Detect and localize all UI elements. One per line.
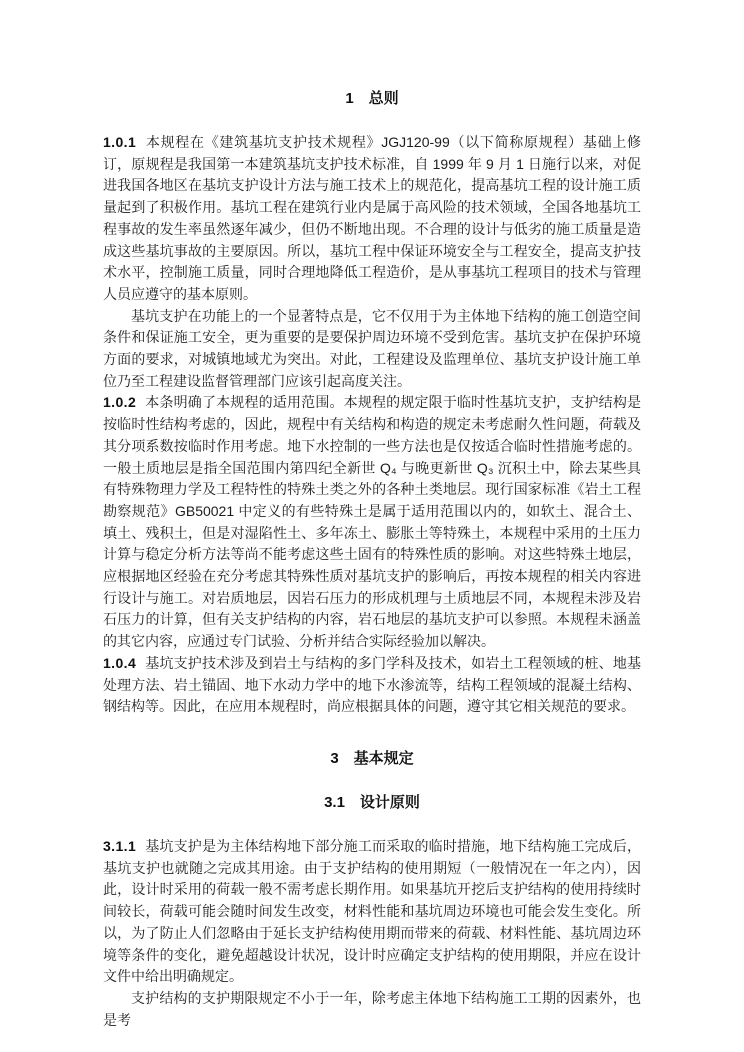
clause-1-0-1	[103, 132, 641, 306]
clause-1-0-2-text: 本条明确了本规程的适用范围。本规程的规定限于临时性基坑支护，支护结构是按临时性结构考虑的，因此，规程中有关结构和构造的规定未考虑耐久性问题，荷载及其分项系数按临时作用考虑。地下水控制的一些方法也是仅按适合临时性措施考虑的。一般土质地层是指全国范围内第四纪全新世 Q₄ 与晚更新世 Q₃ 沉积土中，除去某些具有特殊物理力学及工程特性的特殊土类之外的各种土类地层。现行国家标准《岩土工程勘察规范》GB50021 中定义的有些特殊土是属于适用范围以内的，如软土、混合土、填土、残积土，但是对湿陷性土、多年冻土、膨胀土等特殊土，本规程中采用的土压力计算与稳定分析方法等尚不能考虑这些土固有的特殊性质的影响。对这些特殊土地层，应根据地区经验在充分考虑其特殊性质对基坑支护的影响后，再按本规程的相关内容进行设计与施工。对岩质地层，因岩石压力的形成机理与土质地层不同，本规程未涉及岩石压力的计算，但有关支护结构的内容，岩石地层的基坑支护可以参照。本规程未涵盖的其它内容，应通过专门试验、分析并结合实际经验加以解决。	[103, 394, 641, 650]
clause-3-1-1-text: 基坑支护是为主体结构地下部分施工而采取的临时措施，地下结构施工完成后，基坑支护也就随之完成其用途。由于支护结构的使用期短（一般情况在一年之内），因此，设计时采用的荷载一般不需考虑长期作用。如果基坑开挖后支护结构的使用持续时间较长，荷载可能会随时间发生改变，材料性能和基坑周边环境也可能会发生变化。所以，为了防止人们忽略由于延长支护结构使用期而带来的荷载、材料性能、基坑周边环境等条件的变化，避免超越设计状况，设计时应确定支护结构的使用期限，并应在设计文件中给出明确规定。	[103, 837, 641, 985]
clause-3-1-1-number: 3.1.1	[103, 837, 137, 854]
clause-1-0-1-number: 1.0.1	[103, 134, 137, 150]
clause-1-0-4-text: 基坑支护技术涉及到岩土与结构的多门学科及技术，如岩土工程领域的桩、地基处理方法、岩土锚固、地下水动力学中的地下水渗流等，结构工程领域的混凝土结构、钢结构等。因此，在应用本规程时，尚应根据具体的问题，遵守其它相关规范的要求。	[103, 654, 641, 715]
section-3-1-title: 3.1 设计原则	[324, 793, 420, 811]
paragraph-support-feature: 基坑支护在功能上的一个显著特点是，它不仅用于为主体地下结构的施工创造空间条件和保证施工安全，更为重要的是要保护周边环境不受到危害。基坑支护在保护环境方面的要求，对城镇地域尤为突出。对此，工程建设及监理单位、基坑支护设计施工单位乃至工程建设监督管理部门应该引起高度关注。	[103, 307, 641, 389]
chapter-1-title: 1 总则	[345, 90, 399, 107]
clause-1-0-1-text: 本规程在《建筑基坑支护技术规程》JGJ120-99（以下简称原规程）基础上修订，原规程是我国第一本建筑基坑支护技术标准，自 1999 年 9 月 1 日施行以来，对促进我国各地区在基坑支护设计方法与施工技术上的规范化，提高基坑工程的设计施工质量起到了积极作用。基坑工程在建筑行业内是属于高风险的技术领域，全国各地基坑工程事故的发生率虽然逐年减少，但仍不断地出现。不合理的设计与低劣的施工质量是造成这些基坑事故的主要原因。所以，基坑工程中保证环境安全与工程安全，提高支护技术水平，控制施工质量，同时合理地降低工程造价，是从事基坑工程项目的技术与管理人员应遵守的基本原则。	[103, 134, 641, 302]
paragraph-support-duration: 支护结构的支护期限规定不小于一年，除考虑主体地下结构施工工期的因素外，也是考	[103, 989, 641, 1028]
clause-1-0-4-number: 1.0.4	[103, 654, 137, 671]
chapter-3-title: 3 基本规定	[330, 749, 414, 767]
clause-1-0-2-number: 1.0.2	[103, 394, 137, 411]
clause-3-1-1	[103, 836, 641, 988]
clause-1-0-2	[103, 392, 641, 652]
clause-1-0-4	[103, 653, 641, 718]
